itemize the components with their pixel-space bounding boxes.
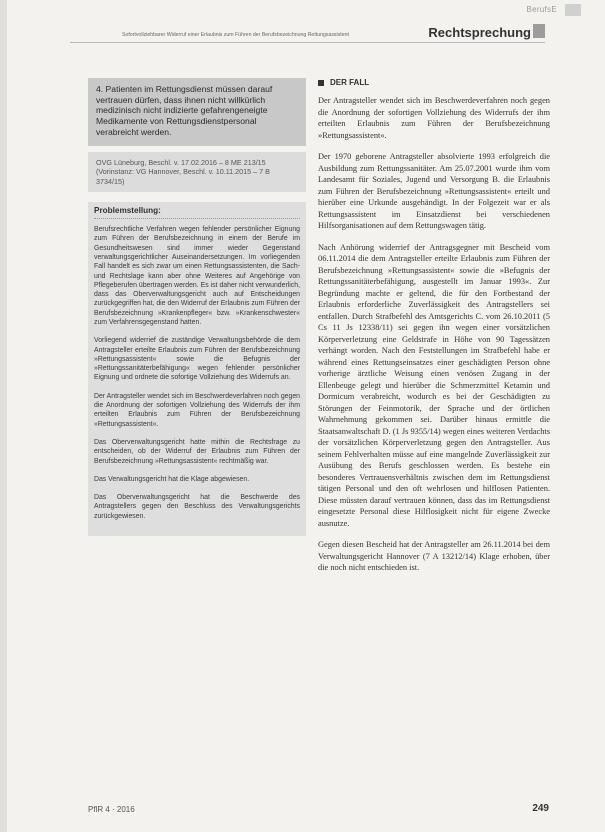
- problem-paragraph: Das Verwaltungsgericht hat die Klage abgewiesen.: [94, 475, 250, 483]
- problem-paragraph: Vorliegend widerrief die zuständige Verwaltungsbehörde die dem Antragsteller erteilte Erlaubnis zum Führen der Berufsbezeichnung »Rettungsassistent« sowie die Befugnis der »Rettungssanitäterbefähigung« wegen fehlender persönlicher Eignung und ordnete die sofortige Vollziehung des Widerrufs an.: [94, 337, 300, 382]
- problem-paragraph: Das Oberverwaltungsgericht hat die Beschwerde des Antragstellers gegen den Beschluss des Verwaltungsgerichts zurückgewiesen.: [94, 494, 300, 520]
- case-paragraph: Der Antragsteller wendet sich im Beschwerdeverfahren noch gegen die Anordnung der sofortigen Vollziehung des Widerrufs der ihm erteilten Erlaubnis zum Führen der Berufsbezeichnung »Rettungsassistent«.: [318, 96, 550, 140]
- section-heading-text: DER FALL: [330, 78, 370, 87]
- right-column: [318, 78, 550, 584]
- reference-line-1: OVG Lüneburg, Beschl. v. 17.02.2016 – 8 ME 213/15: [96, 157, 266, 167]
- case-paragraph: Gegen diesen Bescheid hat der Antragsteller am 26.11.2014 bei dem Verwaltungsgericht Hannover (7 A 13212/14) Klage erhoben, über die noch nicht entschieden ist.: [318, 540, 550, 572]
- court-reference: [88, 152, 306, 193]
- tab-marker: [565, 4, 581, 16]
- problem-paragraph: Der Antragsteller wendet sich im Beschwerdeverfahren noch gegen die Anordnung der sofortigen Vollziehung des Widerrufs der ihm erteilten Erlaubnis zum Führen der Berufsbezeichnung »Rettungsassistent«.: [94, 392, 300, 428]
- case-paragraph: Der 1970 geborene Antragsteller absolvierte 1993 erfolgreich die Ausbildung zum Rettungssanitäter. Am 25.07.2001 wurde ihm vom Landesamt für Soziales, Jugend und Versorgung B. die Erlaubnis zum Führen der Berufsbezeichnung »Rettungsassistent« erteilt und hierüber eine Urkunde ausgehändigt. In der Folgezeit war er als Rettungsassistent im Einsatzdienst bei verschiedenen Hilfsorganisationen auf dem Rettungswagen tätig.: [318, 152, 550, 230]
- section-heading: [318, 78, 550, 87]
- section-tag: BerufsE: [526, 5, 557, 14]
- problem-statement: [88, 202, 306, 536]
- running-header-subtitle: Sofortvollziehbarer Widerruf einer Erlaubnis zum Führen der Berufsbezeichnung Rettungsassistent: [122, 32, 349, 38]
- thesis-text: 4. Patienten im Rettungsdienst müssen darauf vertrauen dürfen, dass ihnen nicht willkürlich medizinisch nicht indizierte gefahrengeneigte Medikamente von Rettungsdienstpersonal verabreicht werden.: [96, 84, 273, 137]
- thesis-box: [88, 78, 306, 146]
- reference-line-2: (Vorinstanz: VG Hannover, Beschl. v. 10.11.2015 – 7 B 3734/15): [96, 167, 270, 186]
- page-binding-edge: [0, 0, 7, 832]
- problem-paragraph: Berufsrechtliche Verfahren wegen fehlender persönlicher Eignung zum Führen der Berufsbezeichnung in einem der Berufe im Gesundheitswesen sind immer wieder Gegenstand verwaltungsgerichtlicher Auseinandersetzungen. Im vorliegenden Fall handelt es sich zwar um einen Rettungsassistenten, die Sach- und Rechtslage kann aber ohne Weiteres auf Angehörige von Pflegeberufen übertragen werden. Es ist daher nicht verwunderlich, dass das Oberverwaltungsgericht auch auf Entscheidungen zurückgegriffen hat, die den Widerruf der Erlaubnis zum Führen der Berufsbezeichnung »Krankenpfleger« bzw. »Krankenschwester« zum Verfahrensgegenstand hatten.: [94, 226, 300, 326]
- page-number: 249: [532, 803, 549, 814]
- running-header-section: Rechtsprechung: [428, 25, 531, 40]
- header-rule: [70, 42, 545, 43]
- case-paragraph: Nach Anhörung widerrief der Antragsgegner mit Bescheid vom 06.11.2014 die dem Antragsteller erteilte Erlaubnis zum Führen der Berufsbezeichnung »Rettungsassistent« sowie die »Befugnis der Rettungssanitäterbefähigung, ausgestellt im Januar 1993«. Zur Begründung machte er geltend, die für den Fortbestand der Erlaubnis erforderliche Zuverlässigkeit des Antragstellers sei entfallen. Durch Strafbefehl des Amtsgerichts C. vom 26.10.2011 (5 Cs 11 Js 12338/11) sei gegen ihn wegen einer vorsätzlichen Körperverletzung eine Geldstrafe in Höhe von 90 Tagessätzen verhängt worden. Nach den Feststellungen im Strafbefehl habe er während eines Rettungseinsatzes einer geschädigten Person ohne vorherige ärztliche Weisung einen venösen Zugang in der Ellenbeuge gelegt und hierüber die Schmerzmittel Ketamin und Dormicum verabreicht, wodurch es bei der Geschädigten zu Störungen der Feinmotorik, der Sprache und der örtlichen Wahrnehmung gekommen sei. Darüber hinaus ermittle die Staatsanwaltschaft D. (1 Js 9355/14) wegen eines weiteren Verdachts der vorsätzlichen Körperverletzung gegen den Antragsteller. Aus seinem Fehlverhalten müsse auf eine mangelnde Zuverlässigkeit zur Ausübung des Berufs geschlossen werden. Es bestehe ein besonderes Vertrauensverhältnis zwischen dem im Rettungsdienst tätigen Personal und den oft wehrlosen und hilflosen Patienten. Diese müssten darauf vertrauen können, dass das im Rettungsdienst eingesetzte Personal diese Hilflosigkeit nicht für eigene Zwecke ausnutze.: [318, 242, 550, 528]
- header-marker: [533, 24, 545, 38]
- square-bullet-icon: [318, 80, 324, 86]
- problem-title: Problemstellung:: [94, 206, 300, 219]
- journal-footer: PflR 4 · 2016: [88, 805, 135, 814]
- left-column: [88, 78, 306, 536]
- problem-paragraph: Das Oberverwaltungsgericht hatte mithin die Rechtsfrage zu entscheiden, ob der Widerruf der Erlaubnis zum Führen der Berufsbezeichnung »Rettungsassistent« rechtmäßig war.: [94, 438, 300, 465]
